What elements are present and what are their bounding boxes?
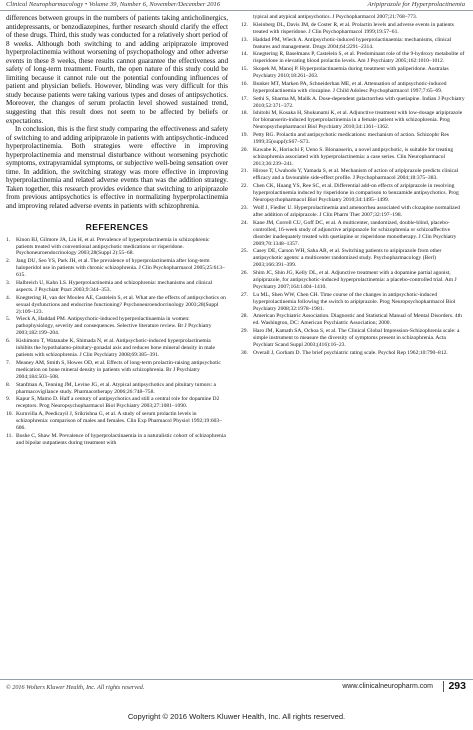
reference-item	[6, 280, 228, 294]
footer-divider	[443, 681, 444, 692]
reference-number: 24.	[241, 219, 248, 226]
reference-text: Hirose T, Uwahodo Y, Yamada S, et al. Mechanism of action of aripiprazole predicts clinical efficacy and a favourable side-effect profile. J Psychopharmacol 2004;18:375–383.	[253, 168, 459, 182]
reference-number: 29.	[241, 328, 248, 335]
reference-number: 19.	[241, 132, 248, 138]
reference-item	[241, 328, 467, 349]
reference-number: 5.	[6, 316, 11, 323]
reference-item	[241, 96, 467, 110]
reference-number: 13.	[241, 36, 248, 43]
reference-text: Knegtering H, van der Moolen AE, Castelein S, et al. What are the effects of antipsychotics on sexual dysfunctions and endocrine functioning? Psychoneuroendocrinology 2003;28(Suppl 2):109–123.	[16, 294, 226, 315]
body-paragraph-2: In conclusion, this is the first study comparing the effectiveness and safety of switching to and adding aripiprazole in patients with antipsychotic-induced hyperprolactinemia. Both strategies were effective in improving hyperprolactinemia and menstrual disturbance without worsening psychotic symptoms, extrapyramidal symptoms, or subjective well-being sensation over time. In addition, the switching strategy was more effective in improving hyperprolactinemia and related adverse events than was the addition strategy. Taken together, this research provides evidence that switching to aripiprazole from previous antipsychotics is effective in normalizing hyperprolactinemia and improving related adverse events in patients with schizophrenia.	[6, 125, 228, 211]
reference-number: 28.	[241, 313, 248, 320]
reference-text: Wieck A, Haddad PM. Antipsychotic-induced hyperprolactinaemia in women: pathophysiology, severity and consequences. Selective literature review. Br J Psychiatry 2003;182:199–204.	[16, 316, 212, 337]
footer-rule	[0, 679, 473, 680]
reference-number: 1.	[6, 236, 11, 243]
reference-item	[6, 382, 228, 396]
reference-list-right	[241, 14, 467, 357]
reference-number: 30.	[241, 349, 248, 356]
reference-number: 21.	[241, 168, 248, 175]
left-column	[6, 14, 228, 448]
reference-text: American Psychiatric Association. Diagnostic and Statistical Manual of Mental Disorders. 4th ed. Washington, DC: American Psychiatric Association; 2000.	[253, 313, 462, 327]
reference-item	[6, 237, 228, 258]
reference-item	[241, 110, 467, 131]
reference-text: Knegtering R, Baselmans P, Castelein S, et al. Predominant role of the 9-hydroxy metabolite of risperidone in elevating blood prolactin levels. Am J Psychiatry 2005;162:1010–1012.	[253, 51, 465, 65]
header-rule	[0, 10, 473, 11]
reference-text: Ishitobi M, Kosaka H, Shukunami K, et al. Adjunctive treatment with low-dosage aripiprazole for blonanserin-induced hyperprolactinemia in a female patient with schizophrenia. Prog Neuropsychopharmacol Biol Psychiatry 2010;34:1361–1362.	[253, 110, 463, 131]
reference-text: Petty RG. Prolactin and antipsychotic medications: mechanism of action. Schizophr Res 1999;35(suppl):S67–S73.	[253, 132, 449, 145]
reference-text: Kapur S, Mamo D. Half a century of antipsychotics and still a central role for dopamine D2 receptors. Prog Neuropsychopharmacol Biol Psychiatry 2003;27:1081–1090.	[16, 396, 220, 410]
reference-item	[241, 292, 467, 313]
reference-item	[241, 183, 467, 204]
reference-number: 23.	[241, 204, 248, 211]
page-number: 293	[448, 680, 466, 692]
reference-number: 2.	[6, 258, 11, 265]
reference-number: 10.	[6, 411, 13, 418]
journal-citation: Clinical Neuropharmacology • Volume 39, Number 6, November/December 2016	[6, 1, 221, 8]
references-heading: REFERENCES	[85, 221, 149, 232]
journal-website-link[interactable]: www.clinicalneuropharm.com	[342, 683, 433, 690]
reference-item	[6, 360, 228, 381]
running-header	[0, 0, 473, 12]
reference-text: Haddad PM, Wieck A. Antipsychotic-induced hyperprolactinaemia: mechanisms, clinical features and management. Drugs 2004;64:2291–2314.	[253, 36, 452, 50]
reference-item	[241, 51, 467, 65]
reference-item	[6, 316, 228, 337]
reference-text: Jang DU, Seo YS, Park JH, et al. The prevalence of hyperprolactinemia after long-term haloperidol use in patients with chronic schizophrenia. J Clin Psychopharmacol 2005;25:613–615.	[16, 258, 225, 279]
reference-text: Sethi S, Sharma M, Malik A. Dose-dependent galactorrhea with quetiapine. Indian J Psychiatry 2010;52:371–372.	[253, 95, 465, 109]
reference-list-left	[6, 237, 228, 447]
reference-item	[6, 338, 228, 359]
body-paragraph-1: differences between groups in the numbers of patients taking anticholinergics, antidepressants, or benzodiazepines, further research should clarify the effect of these drugs. Third, this study was conducted for a relatively short period of 8 weeks. Although both switching to and adding aripiprazole improved hyperprolactinemia without worsening of psychopathology and other adverse events in these 8 weeks, these results cannot guarantee the effectiveness and safety of long-term treatment. Fourth, the open nature of this study could be limiting because it cannot rule out the potential confounding influences of patient and physician beliefs. However, blinding was very difficult for this study because patients were taking various types and doses of antipsychotics. Moreover, the changes of serum prolactin level showed sustained trend, suggesting that this result does not seem to be affected by beliefs or expectations.	[6, 14, 228, 125]
reference-number: 6.	[6, 338, 11, 345]
reference-text: Meaney AM, Smith S, Howes OD, et al. Effects of long-term prolactin-raising antipsychotic medication on bone mineral density in patients with schizophrenia. Br J Psychiatry 2004;184:503–508.	[16, 359, 221, 380]
reference-number: 25.	[241, 248, 248, 255]
reference-text: Wolf J, Fiedler U. Hyperprolactinemia and amenorrhea associated with clozapine normalized after addition of aripiprazole. J Clin Pharm Ther 2007;32:197–198.	[253, 204, 460, 218]
reference-number: 3.	[6, 279, 11, 286]
reference-item	[241, 22, 467, 36]
footer-copyright: © 2016 Wolters Kluwer Health, Inc. All rights reserved.	[6, 684, 145, 691]
reference-item	[241, 37, 467, 51]
reference-text: Kuruvilla A, Peedicayil J, Srikrishna G, et al. A study of serum prolactin levels in schizophrenia: comparison of males and females. Clin Exp Pharmacol Physiol 1992;19:603–606.	[16, 411, 222, 431]
running-title: Aripiprazole for Hyperprolactinemia	[367, 1, 465, 8]
reference-item	[241, 248, 467, 269]
reference-text: Chen CK, Huang YS, Ree SC, et al. Differential add-on effects of aripiprazole in resolving hyperprolactinemia induced by risperidone in comparison to benzamide antipsychotics. Prog Neuropsychopharmacol Biol Psychiatry 2010;34:1495–1499.	[253, 183, 459, 204]
reference-number: 12.	[241, 21, 248, 28]
reference-number: 11.	[6, 432, 13, 439]
reference-item	[241, 132, 467, 146]
reference-number: 16.	[241, 80, 248, 87]
copyright-notice: Copyright © 2016 Wolters Kluwer Health, Inc. All rights reserved.	[127, 712, 346, 721]
reference-text: Haro JM, Kamath SA, Ochoa S, et al. The Clinical Global Impression-Schizophrenia scale: a simple instrument to measure the diversity of symptoms present in schizophrenia. Acta Psychiatr Scand Suppl 2003;(416):16–23.	[253, 328, 460, 349]
reference-text: Casey DE, Carson WH, Saha AR, et al. Switching patients to aripiprazole from other antipsychotic agents: a multicenter randomized study. Psychopharmacology (Berl) 2003;166:391–399.	[253, 248, 442, 269]
reference-number: 8.	[6, 381, 11, 388]
reference-number: 15.	[241, 66, 248, 73]
reference-number: 17.	[241, 95, 248, 102]
reference-number: 22.	[241, 183, 248, 190]
reference-number: 7.	[6, 359, 11, 366]
reference-text: Skopek M, Manoj P. Hyperprolactinaemia during treatment with paliperidone. Australas Psychiatry 2010;18:261–263.	[253, 66, 449, 79]
reference-number: 18.	[241, 110, 248, 117]
page-footer	[0, 679, 473, 701]
reference-text: Kawabe K, Horiuchi F, Ueno S. Blonanserin, a novel antipsychotic, is suitable for treating schizophrenia associated with hyperprolactinemia: a case series. Clin Neuropharmacol 2013;36:239–241.	[253, 146, 454, 167]
reference-text: Kleinberg DL, Davis JM, de Coster R, et al. Prolactin levels and adverse events in patients treated with risperidone. J Clin Psychopharmacol 1999;19:57–61.	[253, 21, 454, 35]
reference-item	[241, 350, 467, 357]
reference-text: Kishimoto T, Watanabe K, Shimada N, et al. Antipsychotic-induced hyperprolactinemia inhibits the hypothalamo-pituitary-gonadal axis and reduces bone mineral density in male patients with schizophrenia. J Clin Psychiatry 2008;69:385–391.	[16, 338, 216, 359]
reference-number: 9.	[6, 396, 11, 403]
reference-item	[241, 14, 467, 21]
reference-item	[6, 258, 228, 279]
right-column	[241, 14, 467, 358]
reference-text: typical and atypical antipsychotics. J Psychopharmacol 2007;21:768–773.	[253, 14, 418, 20]
reference-text: Stanfman A, Tenning JM, Levine JG, et al. Atypical antipsychotics and pituitary tumors: a pharmacovigilance study. Pharmacotherapy 2006;26:748–758.	[16, 381, 216, 395]
reference-item	[241, 220, 467, 248]
reference-item	[241, 313, 467, 327]
reference-number: 26.	[241, 270, 248, 277]
reference-number: 20.	[241, 146, 248, 153]
reference-item	[241, 81, 467, 95]
reference-number: 14.	[241, 51, 248, 58]
reference-item	[241, 168, 467, 182]
reference-item	[241, 270, 467, 291]
reference-item	[241, 147, 467, 168]
reference-text: Halbreich U, Kahn LS. Hyperprolactinemia and schizophrenia: mechanisms and clinical aspects. J Psychiatr Pract 2003;9:344–353.	[16, 279, 213, 293]
reference-text: Bunker MT, Marken PA, Schneiderhan ME, et al. Attenuation of antipsychotic-induced hyperprolactinemia with clozapine. J Child Adolesc Psychopharmacol 1997;7:65–69.	[253, 80, 447, 94]
reference-text: Kane JM, Correll CU, Goff DC, et al. A multicenter, randomized, double-blind, placebo-controlled, 16-week study of adjunctive aripiprazole for schizophrenia or schizoaffective disorder inadequately treated with quetiapine or risperidone monotherapy. J Clin Psychiatry 2009;70:1348–1357.	[253, 219, 457, 247]
reference-text: Overall J, Gorham D. The brief psychiatric rating scale. Psychol Rep 1962;10:790–812.	[253, 349, 448, 356]
reference-text: Lu ML, Shen WW, Chen CH. Time course of the changes in antipsychotic-induced hyperprolactinemia following the switch to aripiprazole. Prog Neuropsychopharmacol Biol Psychiatry 2008;32:1978–1981.	[253, 291, 456, 312]
reference-text: Kinon BJ, Gilmore JA, Liu H, et al. Prevalence of hyperprolactinemia in schizophrenic patients treated with conventional antipsychotic medications or risperidone. Psychoneuroendocrinology 2003;28(Suppl 2):55–68.	[16, 236, 210, 257]
reference-item	[241, 66, 467, 80]
reference-number: 4.	[6, 294, 11, 301]
reference-item	[6, 411, 228, 432]
reference-item	[241, 205, 467, 219]
reference-text: Bushe C, Shaw M. Prevalence of hyperprolactinaemia in a naturalistic cohort of schizophrenia and bipolar outpatients during treatment with	[16, 432, 226, 446]
reference-item	[6, 396, 228, 410]
reference-number: 27.	[241, 291, 248, 298]
reference-item	[6, 295, 228, 316]
reference-text: Shim JC, Shin JG, Kelly DL, et al. Adjunctive treatment with a dopamine partial agonist, aripiprazole, for antipsychotic-induced hyperprolactinemia: a placebo-controlled trial. Am J Psychiatry 2007;164:1404–1410.	[253, 270, 457, 290]
reference-item	[6, 433, 228, 447]
